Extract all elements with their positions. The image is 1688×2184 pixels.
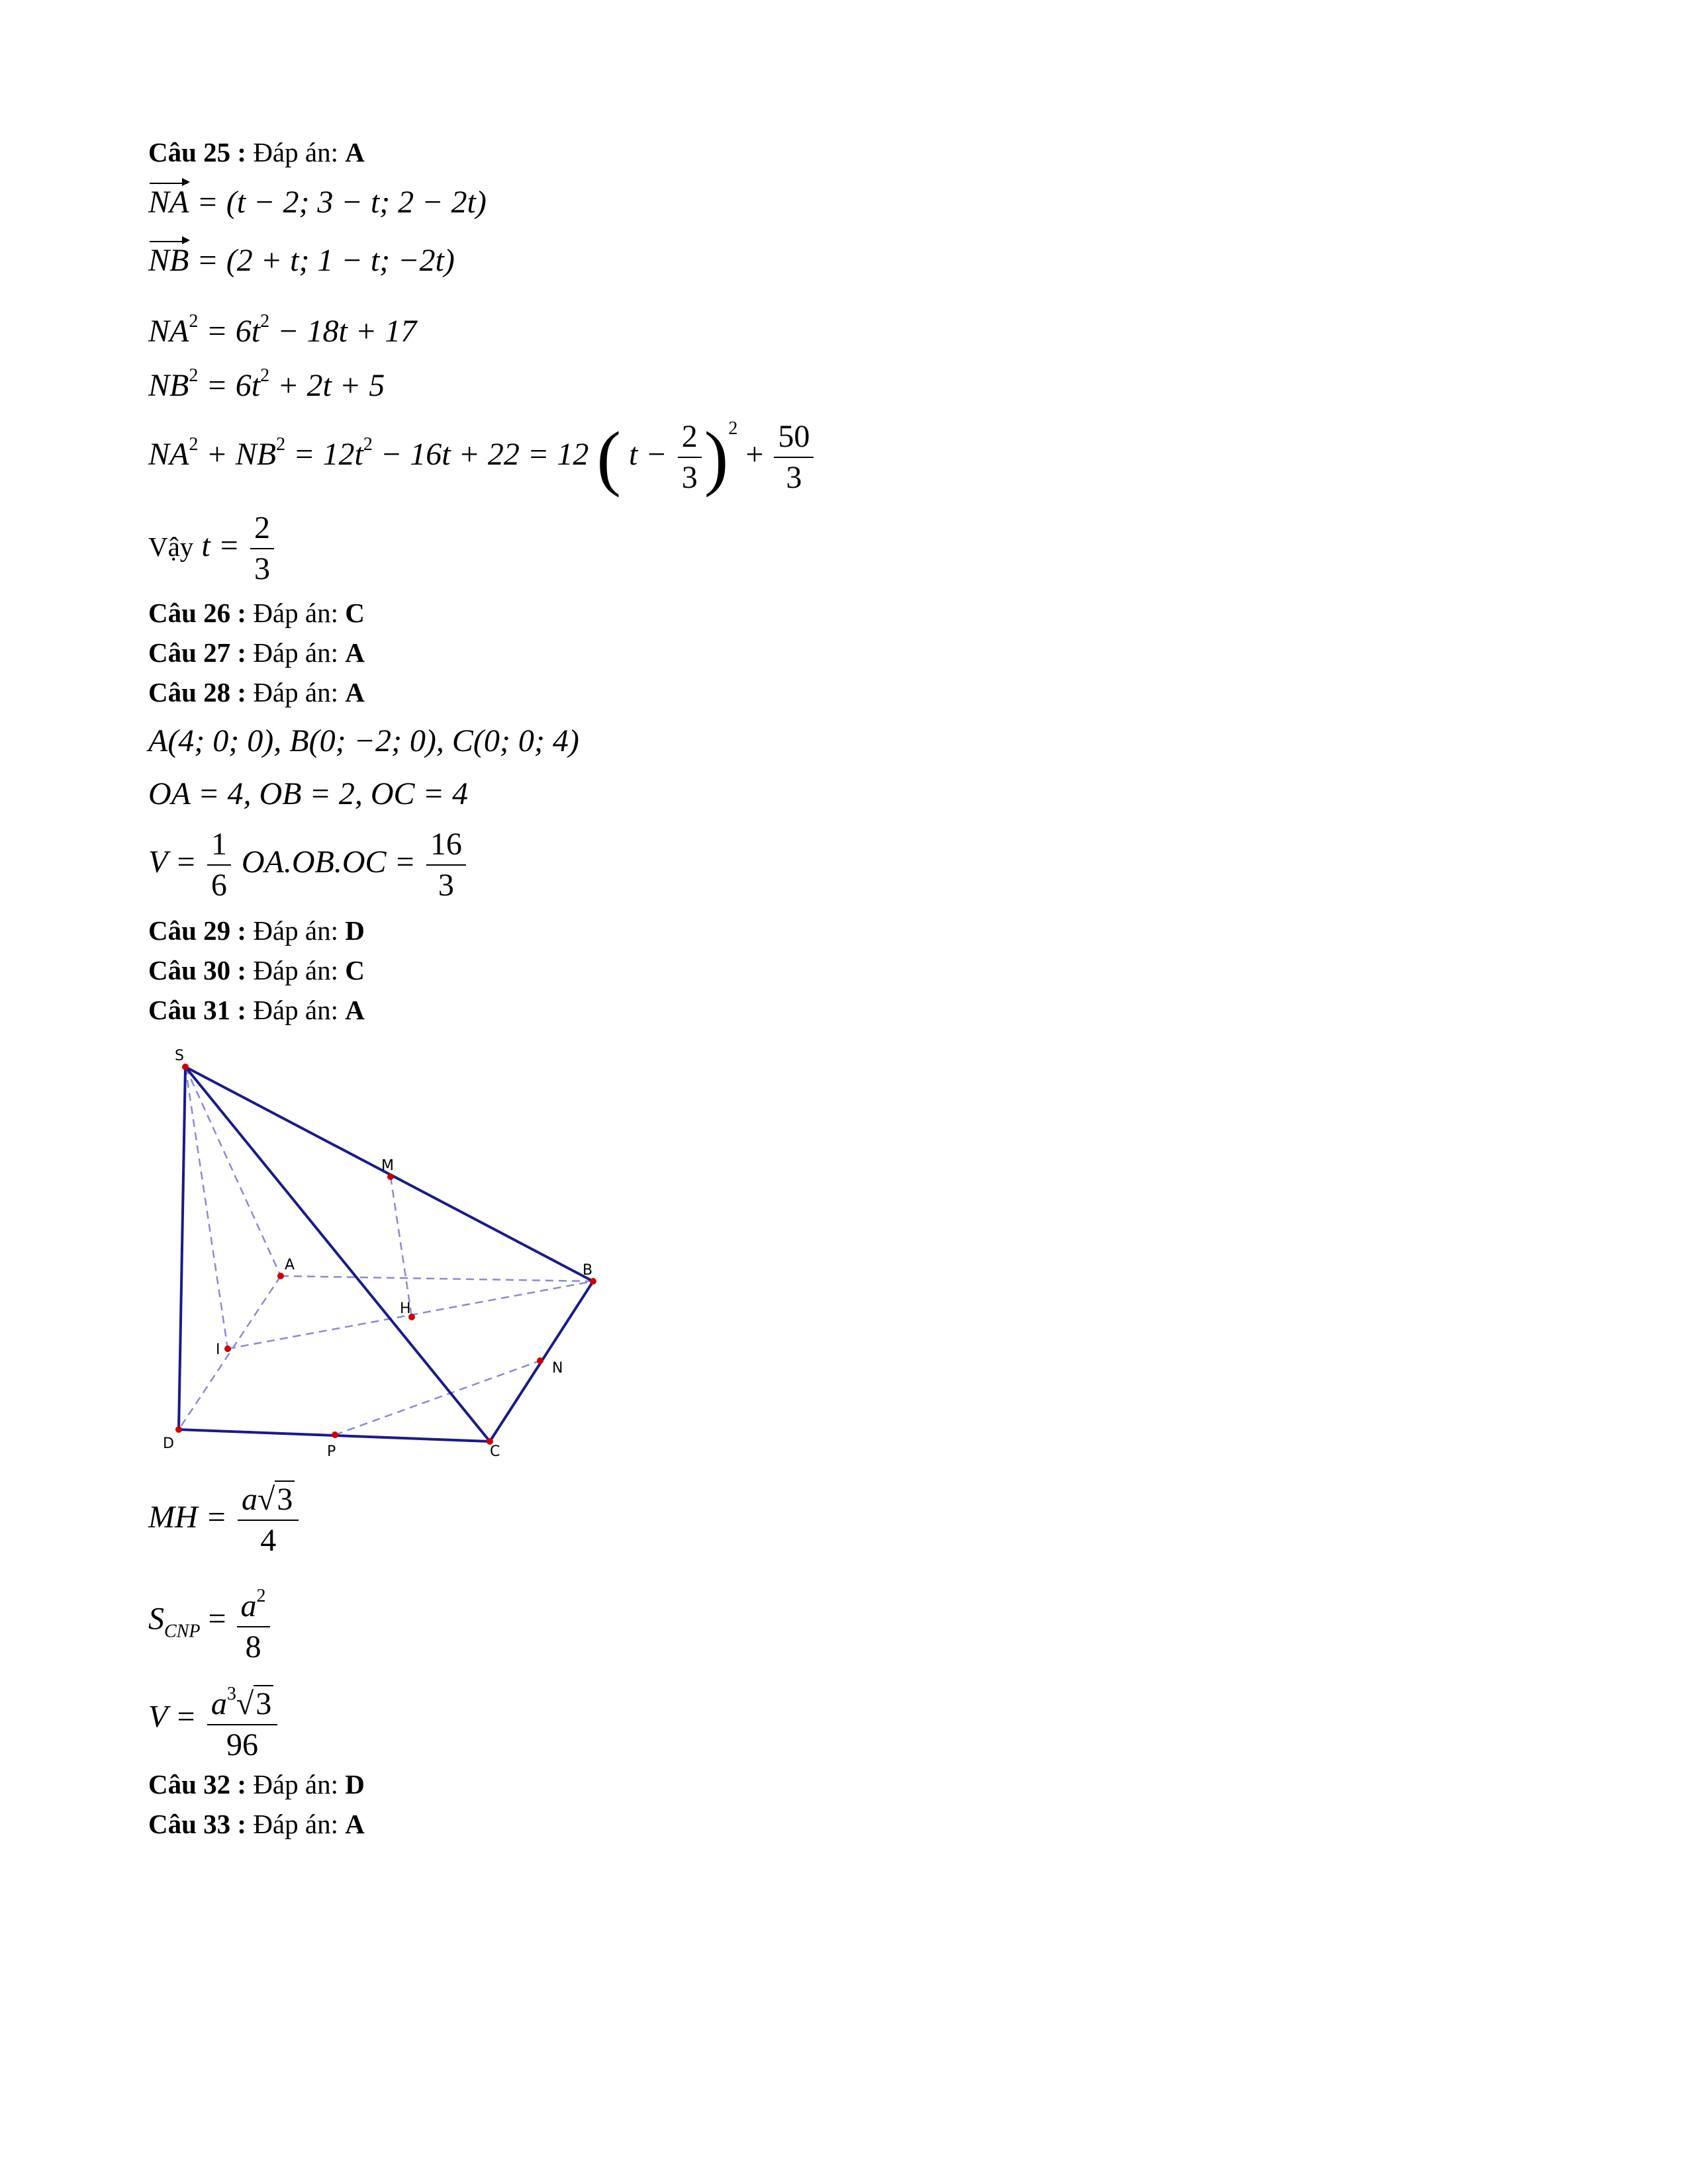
question-label: Câu 26 :: [148, 598, 247, 628]
label-a: A: [285, 1257, 295, 1273]
sqrt-arg: 3: [254, 1685, 273, 1721]
label-d: D: [163, 1435, 174, 1452]
point-m: [387, 1173, 394, 1180]
question-label: Câu 25 :: [148, 137, 247, 167]
question-label: Câu 28 :: [148, 677, 247, 707]
point-s: [182, 1064, 189, 1070]
fraction-1-6: [207, 827, 231, 903]
s-subscript: CNP: [164, 1621, 201, 1642]
point-p: [332, 1432, 338, 1438]
nb-squared-line: [148, 357, 385, 404]
exponent: 2: [363, 434, 373, 455]
var-a: a: [242, 1482, 258, 1517]
answer-value: C: [345, 955, 365, 985]
point-n: [537, 1357, 543, 1364]
answer-value: A: [345, 637, 365, 668]
fraction-2-3: [678, 420, 702, 495]
nb2-rhs-a: = 6t: [206, 368, 261, 403]
s-cnp-line: [148, 1579, 273, 1664]
figure-labels: [163, 1048, 592, 1460]
na2-rhs-b: − 18t + 17: [269, 314, 417, 349]
label-p: P: [327, 1443, 336, 1460]
nb2-lhs: NB: [148, 368, 189, 403]
volume-line: [148, 827, 469, 903]
exponent: 2: [276, 434, 286, 455]
edge-sd: [179, 1067, 185, 1430]
sqrt-arg: 3: [275, 1480, 295, 1517]
question-31-line: [148, 994, 365, 1026]
answer-text: Đáp án:: [253, 955, 338, 985]
sum-lhs-b: + NB: [198, 437, 277, 472]
label-i: I: [216, 1342, 220, 1358]
points-line: A(4; 0; 0), B(0; −2; 0), C(0; 0; 4): [148, 723, 579, 758]
exponent: 2: [189, 434, 199, 455]
exponent: 2: [260, 311, 270, 332]
pyramid-figure: [148, 1039, 625, 1463]
fraction-denominator: 3: [438, 868, 454, 903]
question-26-line: [148, 597, 365, 629]
answer-text: Đáp án:: [253, 637, 338, 668]
volume-lhs: V =: [148, 844, 197, 880]
exponent: 2: [189, 311, 199, 332]
question-label: Câu 31 :: [148, 995, 247, 1025]
answer-text: Đáp án:: [253, 1769, 338, 1799]
conclusion-word: Vậy: [148, 531, 194, 563]
answer-value: A: [345, 137, 365, 167]
lengths-line: OA = 4, OB = 2, OC = 4: [148, 776, 468, 811]
fraction-denominator: 4: [260, 1523, 277, 1558]
answer-text: Đáp án:: [253, 1809, 338, 1839]
na2-rhs-a: = 6t: [206, 314, 261, 349]
fraction-denominator: 96: [226, 1727, 259, 1762]
question-label: Câu 27 :: [148, 637, 247, 668]
nb-vector-value: = (2 + t; 1 − t; −2t): [197, 243, 455, 278]
exponent: 2: [256, 1586, 266, 1606]
visible-edges: [179, 1067, 593, 1441]
question-33-line: [148, 1808, 365, 1840]
answer-text: Đáp án:: [253, 598, 338, 628]
fraction-numerator: 50: [774, 420, 814, 458]
equals-sign: =: [208, 1601, 226, 1637]
left-paren: (: [596, 416, 621, 498]
answer-value: A: [345, 1809, 365, 1839]
na2-lhs: NA: [148, 314, 189, 349]
figure-points: [175, 1064, 596, 1445]
question-label: Câu 33 :: [148, 1809, 247, 1839]
plus-sign: +: [745, 437, 764, 472]
fraction-numerator: $a^3√3$: [207, 1677, 277, 1725]
edge-sc: [185, 1067, 490, 1441]
question-label: Câu 30 :: [148, 955, 247, 985]
point-d: [175, 1426, 182, 1433]
mh-lhs: MH =: [148, 1500, 228, 1535]
exponent: 3: [226, 1684, 236, 1704]
label-s: S: [175, 1048, 184, 1064]
exponent: 2: [189, 365, 199, 386]
question-30-line: [148, 954, 365, 986]
fraction-denominator: 8: [245, 1629, 261, 1664]
point-b: [590, 1278, 596, 1285]
v-fraction: [207, 1677, 277, 1762]
edge-mh: [391, 1177, 412, 1317]
v-lhs: V =: [148, 1699, 197, 1735]
na-vector-value: = (t − 2; 3 − t; 2 − 2t): [197, 185, 487, 220]
fraction-numerator: 1: [207, 827, 231, 866]
edge-ab: [281, 1276, 593, 1281]
sum-squares-line: [148, 410, 816, 498]
label-n: N: [552, 1360, 563, 1377]
volume-mid: OA.OB.OC =: [241, 844, 416, 880]
mh-fraction: [238, 1482, 299, 1558]
edge-sa: [185, 1067, 281, 1276]
answer-text: Đáp án:: [253, 137, 338, 167]
v-line: [148, 1677, 280, 1762]
sum-paren-inner: t −: [628, 437, 667, 472]
question-28-line: [148, 676, 365, 708]
label-c: C: [490, 1443, 500, 1460]
fraction-numerator: 16: [426, 827, 466, 866]
var-a: a: [211, 1686, 227, 1721]
answer-value: D: [345, 915, 365, 946]
point-i: [224, 1345, 231, 1352]
nb-vector-line: [148, 242, 455, 279]
label-h: H: [400, 1300, 411, 1317]
fraction-denominator: 3: [681, 459, 698, 495]
answer-value: A: [345, 995, 365, 1025]
var-a: a: [240, 1588, 257, 1623]
s-fraction: [237, 1579, 270, 1664]
sum-mid-a: = 12t: [285, 437, 363, 472]
fraction-50-3: [774, 420, 814, 495]
answer-value: D: [345, 1769, 365, 1799]
sum-lhs-a: NA: [148, 437, 189, 472]
conclusion-fraction: [250, 511, 274, 586]
question-32-line: [148, 1768, 365, 1800]
answer-text: Đáp án:: [253, 995, 338, 1025]
answer-text: Đáp án:: [253, 915, 338, 946]
nb2-rhs-b: + 2t + 5: [269, 368, 385, 403]
right-paren: ): [704, 416, 729, 498]
question-label: Câu 32 :: [148, 1769, 247, 1799]
answer-value: C: [345, 598, 365, 628]
question-27-line: [148, 637, 365, 668]
question-label: Câu 29 :: [148, 915, 247, 946]
fraction-16-3: [426, 827, 466, 903]
question-25-line: [148, 136, 365, 168]
conclusion-line: [148, 511, 277, 586]
nb-vector: NB: [148, 243, 189, 278]
label-m: M: [381, 1158, 394, 1174]
sum-mid-b: − 16t + 22 = 12: [372, 437, 589, 472]
fraction-denominator: 6: [211, 868, 227, 903]
fraction-numerator: [237, 1579, 270, 1627]
label-b: B: [583, 1262, 593, 1279]
fraction-numerator: 2: [250, 511, 274, 549]
exponent: 2: [728, 418, 738, 439]
fraction-denominator: 3: [254, 551, 271, 586]
edge-pn: [335, 1361, 540, 1435]
point-a: [277, 1273, 284, 1279]
na-vector: NA: [148, 185, 189, 220]
na-vector-line: [148, 184, 487, 221]
mh-line: [148, 1482, 301, 1558]
exponent: 2: [260, 365, 270, 386]
edge-ad: [179, 1276, 281, 1430]
fraction-numerator: a√3: [238, 1482, 299, 1521]
question-29-line: [148, 915, 365, 946]
s-lhs: S: [148, 1601, 164, 1637]
fraction-denominator: 3: [786, 459, 802, 495]
answer-value: A: [345, 677, 365, 707]
na-squared-line: [148, 303, 416, 350]
conclusion-var: t =: [201, 528, 240, 564]
answer-text: Đáp án:: [253, 677, 338, 707]
fraction-numerator: 2: [678, 420, 702, 458]
